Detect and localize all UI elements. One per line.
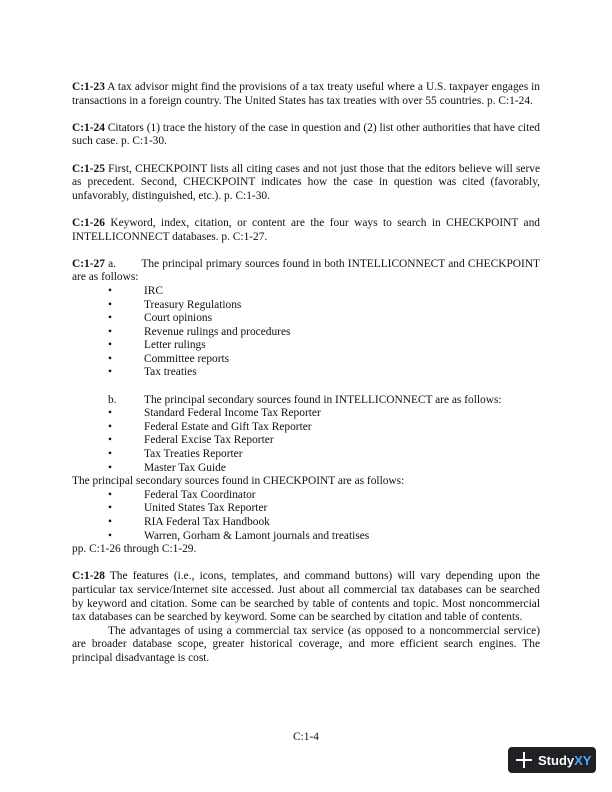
list-item-text: Master Tax Guide <box>144 461 226 474</box>
answer-text: Citators (1) trace the history of the case in question and (2) list other authorities that have cited such case. p. C:1-30. <box>72 121 540 148</box>
bullet: • <box>108 448 112 461</box>
list-item <box>72 462 540 476</box>
question-id: C:1-26 <box>72 216 105 229</box>
answer-text-2: The advantages of using a commercial tax service (as opposed to a noncommercial service) are broader database scope, greater historical coverage, and more efficient search engines. The principal disadvantage is cost. <box>72 624 540 664</box>
answer-c1-26 <box>72 217 540 244</box>
list-item <box>72 448 540 462</box>
list-item-text: Court opinions <box>144 312 213 325</box>
answer-text <box>72 570 540 624</box>
page-reference: pp. C:1-26 through C:1-29. <box>72 543 197 556</box>
list-item-text: Letter rulings <box>144 339 206 352</box>
primary-sources-list <box>72 285 540 380</box>
question-id: C:1-28 <box>72 570 105 583</box>
list-item-text: Federal Excise Tax Reporter <box>144 434 274 447</box>
brand-logo <box>538 753 591 768</box>
list-item <box>72 407 540 421</box>
answer-text: First, CHECKPOINT lists all citing cases and not just those that the editors believe will serve as precedent. Second, CHECKPOINT indicates how the case in question was cited (favorably, unfavorably, distinguished, etc.). p. C:1-30. <box>72 162 540 202</box>
list-item-text: Federal Estate and Gift Tax Reporter <box>144 420 312 433</box>
part-a-text: The principal primary sources found in both INTELLICONNECT and CHECKPOINT are as follows: <box>72 257 541 284</box>
bullet: • <box>108 516 112 528</box>
list-item-text: Committee reports <box>144 352 230 365</box>
question-id: C:1-27 <box>72 257 105 270</box>
list-item-text: Revenue rulings and procedures <box>144 325 291 338</box>
list-item <box>72 366 540 380</box>
part-b-intro <box>72 394 540 408</box>
bullet: • <box>108 529 112 542</box>
list-item-text: Warren, Gorham & Lamont journals and treatises <box>144 529 370 542</box>
bullet: • <box>108 502 112 515</box>
part-a-mark: a. <box>108 257 117 270</box>
bullet: • <box>108 488 112 501</box>
list-item <box>72 434 540 448</box>
part-b-mark: b. <box>108 393 117 406</box>
list-item <box>72 299 540 313</box>
list-item <box>72 285 540 299</box>
list-item <box>72 530 540 544</box>
list-item <box>72 516 540 530</box>
bullet: • <box>108 461 112 474</box>
list-item-text: Tax Treaties Reporter <box>144 448 243 461</box>
list-item-text: IRC <box>144 284 163 297</box>
bullet: • <box>108 420 112 433</box>
answer-text: Keyword, index, citation, or content are the four ways to search in CHECKPOINT and INTELLICONNECT databases. p. C:1-27. <box>72 216 540 243</box>
list-item <box>72 339 540 353</box>
studyxy-badge[interactable] <box>508 747 596 773</box>
brand-accent-text: XY <box>574 752 592 768</box>
bullet: • <box>108 434 112 447</box>
list-item <box>72 326 540 340</box>
list-item-text: Treasury Regulations <box>144 298 242 311</box>
part-a-intro <box>72 258 540 285</box>
answer-text: A tax advisor might find the provisions of a tax treaty useful where a U.S. taxpayer engages in transactions in a foreign country. The United States has tax treaties with over 55 countries. p. C:1-24. <box>72 81 541 107</box>
checkpoint-sources-list <box>72 489 540 543</box>
list-item <box>72 502 540 516</box>
bullet: • <box>108 312 112 325</box>
answer-c1-23 <box>72 81 540 108</box>
list-item <box>72 489 540 503</box>
answer-c1-25 <box>72 163 540 204</box>
part-b-text: The principal secondary sources found in INTELLICONNECT are as follows: <box>144 393 502 406</box>
question-id: C:1-23 <box>72 81 105 93</box>
bullet: • <box>108 339 112 352</box>
bullet: • <box>108 298 112 311</box>
question-id: C:1-24 <box>72 121 105 134</box>
list-item-text: United States Tax Reporter <box>144 502 268 515</box>
plus-icon <box>514 750 534 770</box>
bullet: • <box>108 284 112 297</box>
bullet: • <box>108 325 112 338</box>
bullet: • <box>108 407 112 420</box>
checkpoint-intro: The principal secondary sources found in CHECKPOINT are as follows: <box>72 475 405 488</box>
page-body <box>72 81 540 679</box>
question-id: C:1-25 <box>72 162 105 175</box>
brand-text: Study <box>538 752 575 768</box>
answer-c1-24 <box>72 122 540 149</box>
list-item-text: RIA Federal Tax Handbook <box>144 516 270 528</box>
answer-c1-27 <box>72 258 540 557</box>
page-number: C:1-4 <box>293 731 319 743</box>
list-item <box>72 421 540 435</box>
intelliconnect-sources-list <box>72 407 540 475</box>
bullet: • <box>108 366 112 379</box>
list-item-text: Federal Tax Coordinator <box>144 488 256 501</box>
list-item-text: Standard Federal Income Tax Reporter <box>144 407 321 420</box>
list-item-text: Tax treaties <box>144 366 197 379</box>
list-item <box>72 312 540 326</box>
answer-c1-28 <box>72 570 540 665</box>
list-item <box>72 353 540 367</box>
answer-text-1: The features (i.e., icons, templates, and command buttons) will vary depending upon the particular tax service/Internet site accessed. Just about all commercial tax databases can be searched by keyword and citation. Some can be searched by table of contents and topic. Most noncommercial tax databases can be searched by keyword. Some can be searched by citation and table of contents. <box>72 570 540 624</box>
bullet: • <box>108 352 112 365</box>
